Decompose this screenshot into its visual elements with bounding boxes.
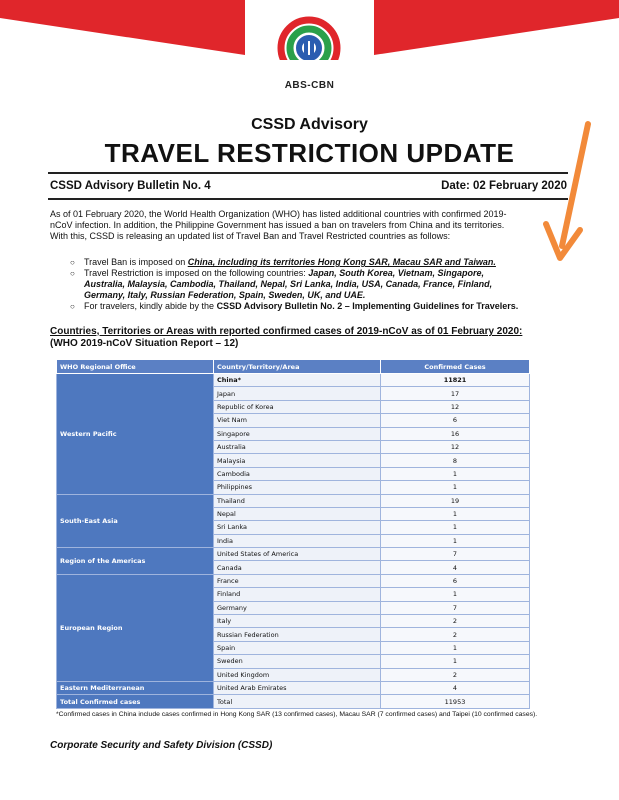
country-cell: Philippines [214, 481, 381, 494]
country-cell: Italy [214, 615, 381, 628]
table-footnote: *Confirmed cases in China include cases confirmed in Hong Kong SAR (13 confirmed cases), Macau SAR (7 confirmed cases) and Taipei (10 confirmed cases). [56, 711, 538, 718]
region-cell: European Region [57, 574, 214, 681]
cases-cell: 1 [381, 481, 530, 494]
bullet-text: Travel Ban is imposed on [84, 257, 188, 267]
restriction-countries: Japan, South Korea, Vietnam, Singapore, [308, 268, 484, 278]
country-cell: Russian Federation [214, 628, 381, 641]
cases-cell: 7 [381, 548, 530, 561]
country-cell: United Kingdom [214, 668, 381, 681]
bullet-text: Travel Restriction is imposed on the following countries: [84, 268, 309, 278]
cases-cell: 11953 [381, 695, 530, 708]
country-cell: Germany [214, 601, 381, 614]
country-cell: United Arab Emirates [214, 681, 381, 694]
table-row [57, 681, 530, 694]
table-header-row [57, 360, 530, 374]
cases-cell: 4 [381, 561, 530, 574]
bullet-marker-icon: ○ [70, 258, 75, 267]
cases-cell: 12 [381, 400, 530, 413]
region-cell: Western Pacific [57, 374, 214, 495]
bullet-list [70, 257, 575, 312]
bullet-marker-icon: ○ [70, 269, 75, 278]
country-cell: Viet Nam [214, 414, 381, 427]
divider-bottom [48, 198, 568, 200]
cases-cell: 6 [381, 414, 530, 427]
intro-line: nCoV infection. In addition, the Philippine Government has issued a ban on travelers from China and its territories. [50, 220, 505, 230]
confirmed-cases-table [56, 359, 530, 709]
intro-line: With this, CSSD is releasing an updated list of Travel Ban and Travel Restricted countries as follows: [50, 231, 451, 241]
country-cell: India [214, 534, 381, 547]
cases-cell: 1 [381, 588, 530, 601]
footer-division: Corporate Security and Safety Division (CSSD) [50, 740, 273, 751]
country-cell: Cambodia [214, 467, 381, 480]
intro-line: As of 01 February 2020, the World Health Organization (WHO) has listed additional countries with confirmed 2019- [50, 209, 507, 219]
country-cell: Canada [214, 561, 381, 574]
country-cell: Finland [214, 588, 381, 601]
cases-cell: 16 [381, 427, 530, 440]
region-cell: South-East Asia [57, 494, 214, 548]
cases-cell: 1 [381, 641, 530, 654]
table-body [57, 374, 530, 709]
cases-cell: 4 [381, 681, 530, 694]
country-cell: Japan [214, 387, 381, 400]
cases-cell: 1 [381, 521, 530, 534]
table-row [57, 548, 530, 561]
cases-cell: 2 [381, 615, 530, 628]
bullet-travelers [70, 301, 575, 312]
table-row [57, 574, 530, 587]
section-title: Countries, Territories or Areas with reported confirmed cases of 2019-nCoV as of 01 February 2020: [50, 326, 523, 337]
guidelines-reference: CSSD Advisory Bulletin No. 2 – Implementing Guidelines for Travelers. [216, 301, 519, 311]
country-cell: Malaysia [214, 454, 381, 467]
country-cell: United States of America [214, 548, 381, 561]
table-row [57, 374, 530, 387]
country-cell: Singapore [214, 427, 381, 440]
restriction-countries: Australia, Malaysia, Cambodia, Thailand, Nepal, Sri Lanka, India, USA, Canada, France, Finland, [84, 279, 493, 289]
region-cell: Region of the Americas [57, 548, 214, 575]
cases-cell: 7 [381, 601, 530, 614]
country-cell: Thailand [214, 494, 381, 507]
table-row [57, 695, 530, 708]
cases-cell: 11821 [381, 374, 530, 387]
logo-wordmark: ABS-CBN [284, 80, 335, 91]
bulletin-date: Date: 02 February 2020 [441, 180, 567, 192]
country-cell: Nepal [214, 507, 381, 520]
cases-cell: 12 [381, 440, 530, 453]
orange-arrow-icon [540, 118, 600, 268]
header-country: Country/Territory/Area [214, 360, 381, 374]
bullet-travel-restriction [70, 268, 575, 301]
cases-cell: 2 [381, 628, 530, 641]
cases-cell: 19 [381, 494, 530, 507]
page-title: TRAVEL RESTRICTION UPDATE [104, 138, 515, 168]
bullet-travel-ban [70, 257, 575, 268]
cases-cell: 1 [381, 534, 530, 547]
cases-cell: 2 [381, 668, 530, 681]
country-cell: France [214, 574, 381, 587]
cases-cell: 1 [381, 507, 530, 520]
cases-cell: 1 [381, 467, 530, 480]
country-cell: Sri Lanka [214, 521, 381, 534]
header-cases: Confirmed Cases [381, 360, 530, 374]
cases-cell: 8 [381, 454, 530, 467]
cases-cell: 6 [381, 574, 530, 587]
country-cell: Sweden [214, 655, 381, 668]
table-row [57, 494, 530, 507]
intro-paragraph [50, 209, 572, 242]
ban-places: China, including its territories Hong Kong SAR, Macau SAR and Taiwan. [187, 257, 496, 267]
bullet-text: For travelers, kindly abide by the [84, 301, 217, 311]
country-cell: Total [214, 695, 381, 708]
region-cell: Total Confirmed cases [57, 695, 214, 708]
section-subtitle: (WHO 2019-nCoV Situation Report – 12) [50, 338, 239, 349]
cases-cell: 1 [381, 655, 530, 668]
bulletin-number: CSSD Advisory Bulletin No. 4 [50, 180, 211, 192]
header-region: WHO Regional Office [57, 360, 214, 374]
country-cell: Spain [214, 641, 381, 654]
restriction-countries: Germany, Italy, Russian Federation, Spain, Sweden, UK, and UAE. [84, 290, 366, 300]
country-cell: Australia [214, 440, 381, 453]
cases-cell: 17 [381, 387, 530, 400]
country-cell: China* [214, 374, 381, 387]
bullet-marker-icon: ○ [70, 302, 75, 311]
divider-top [48, 172, 568, 174]
advisory-label: CSSD Advisory [251, 116, 368, 133]
country-cell: Republic of Korea [214, 400, 381, 413]
region-cell: Eastern Mediterranean [57, 681, 214, 694]
